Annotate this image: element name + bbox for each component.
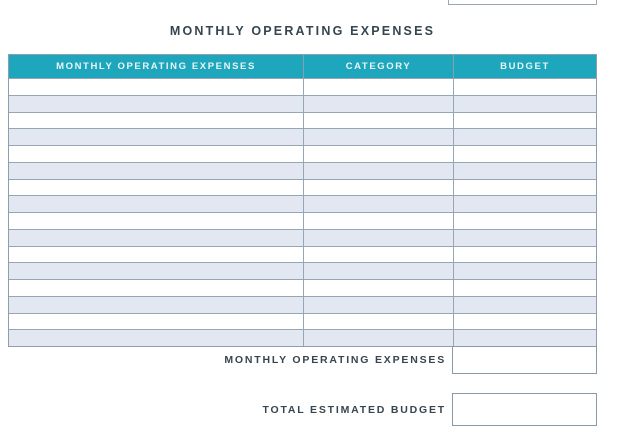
table-cell-category[interactable] (304, 297, 454, 313)
table-cell-category[interactable] (304, 113, 454, 129)
table-cell-expense[interactable] (9, 297, 304, 313)
table-row (9, 195, 596, 212)
table-cell-category[interactable] (304, 163, 454, 179)
table-row (9, 279, 596, 296)
table-row (9, 179, 596, 196)
table-cell-expense[interactable] (9, 163, 304, 179)
column-header-category: CATEGORY (304, 55, 454, 78)
column-header-expenses: MONTHLY OPERATING EXPENSES (9, 55, 304, 78)
table-cell-category[interactable] (304, 79, 454, 95)
monthly-expenses-total-label: MONTHLY OPERATING EXPENSES (224, 354, 446, 366)
table-row (9, 313, 596, 330)
table-row (9, 128, 596, 145)
table-cell-budget[interactable] (454, 213, 596, 229)
table-cell-category[interactable] (304, 196, 454, 212)
table-cell-category[interactable] (304, 213, 454, 229)
table-cell-budget[interactable] (454, 196, 596, 212)
table-cell-expense[interactable] (9, 79, 304, 95)
table-cell-expense[interactable] (9, 314, 304, 330)
table-cell-budget[interactable] (454, 330, 596, 346)
table-row (9, 112, 596, 129)
table-cell-expense[interactable] (9, 280, 304, 296)
table-cell-budget[interactable] (454, 113, 596, 129)
table-cell-budget[interactable] (454, 230, 596, 246)
total-estimated-budget-box[interactable] (452, 393, 597, 426)
table-row (9, 262, 596, 279)
table-row (9, 296, 596, 313)
table-row (9, 246, 596, 263)
table-cell-category[interactable] (304, 180, 454, 196)
table-cell-budget[interactable] (454, 263, 596, 279)
table-row (9, 78, 596, 95)
table-row (9, 212, 596, 229)
table-cell-expense[interactable] (9, 129, 304, 145)
table-cell-expense[interactable] (9, 330, 304, 346)
page-title: MONTHLY OPERATING EXPENSES (169, 24, 436, 38)
table-cell-expense[interactable] (9, 96, 304, 112)
table-row (9, 229, 596, 246)
table-body (9, 78, 596, 346)
table-cell-expense[interactable] (9, 180, 304, 196)
table-row (9, 145, 596, 162)
table-cell-category[interactable] (304, 247, 454, 263)
table-cell-budget[interactable] (454, 96, 596, 112)
table-cell-expense[interactable] (9, 146, 304, 162)
table-cell-category[interactable] (304, 96, 454, 112)
table-cell-budget[interactable] (454, 146, 596, 162)
monthly-expenses-total-box[interactable] (452, 346, 597, 374)
table-cell-budget[interactable] (454, 129, 596, 145)
table-cell-expense[interactable] (9, 263, 304, 279)
table-cell-category[interactable] (304, 280, 454, 296)
table-cell-budget[interactable] (454, 297, 596, 313)
table-cell-category[interactable] (304, 263, 454, 279)
table-row (9, 95, 596, 112)
table-cell-expense[interactable] (9, 230, 304, 246)
cropped-top-input-box[interactable] (448, 0, 597, 5)
table-cell-expense[interactable] (9, 196, 304, 212)
table-cell-category[interactable] (304, 146, 454, 162)
table-cell-budget[interactable] (454, 163, 596, 179)
table-cell-budget[interactable] (454, 314, 596, 330)
table-cell-category[interactable] (304, 330, 454, 346)
table-row (9, 329, 596, 346)
expenses-table (8, 54, 597, 347)
table-cell-budget[interactable] (454, 79, 596, 95)
table-cell-category[interactable] (304, 230, 454, 246)
table-row (9, 162, 596, 179)
total-estimated-budget-label: TOTAL ESTIMATED BUDGET (262, 403, 446, 416)
table-cell-category[interactable] (304, 314, 454, 330)
table-cell-expense[interactable] (9, 213, 304, 229)
table-cell-budget[interactable] (454, 247, 596, 263)
column-header-budget: BUDGET (500, 61, 550, 72)
table-cell-budget[interactable] (454, 280, 596, 296)
table-cell-expense[interactable] (9, 247, 304, 263)
table-header-row (9, 55, 596, 78)
table-cell-budget[interactable] (454, 180, 596, 196)
table-cell-category[interactable] (304, 129, 454, 145)
table-cell-expense[interactable] (9, 113, 304, 129)
